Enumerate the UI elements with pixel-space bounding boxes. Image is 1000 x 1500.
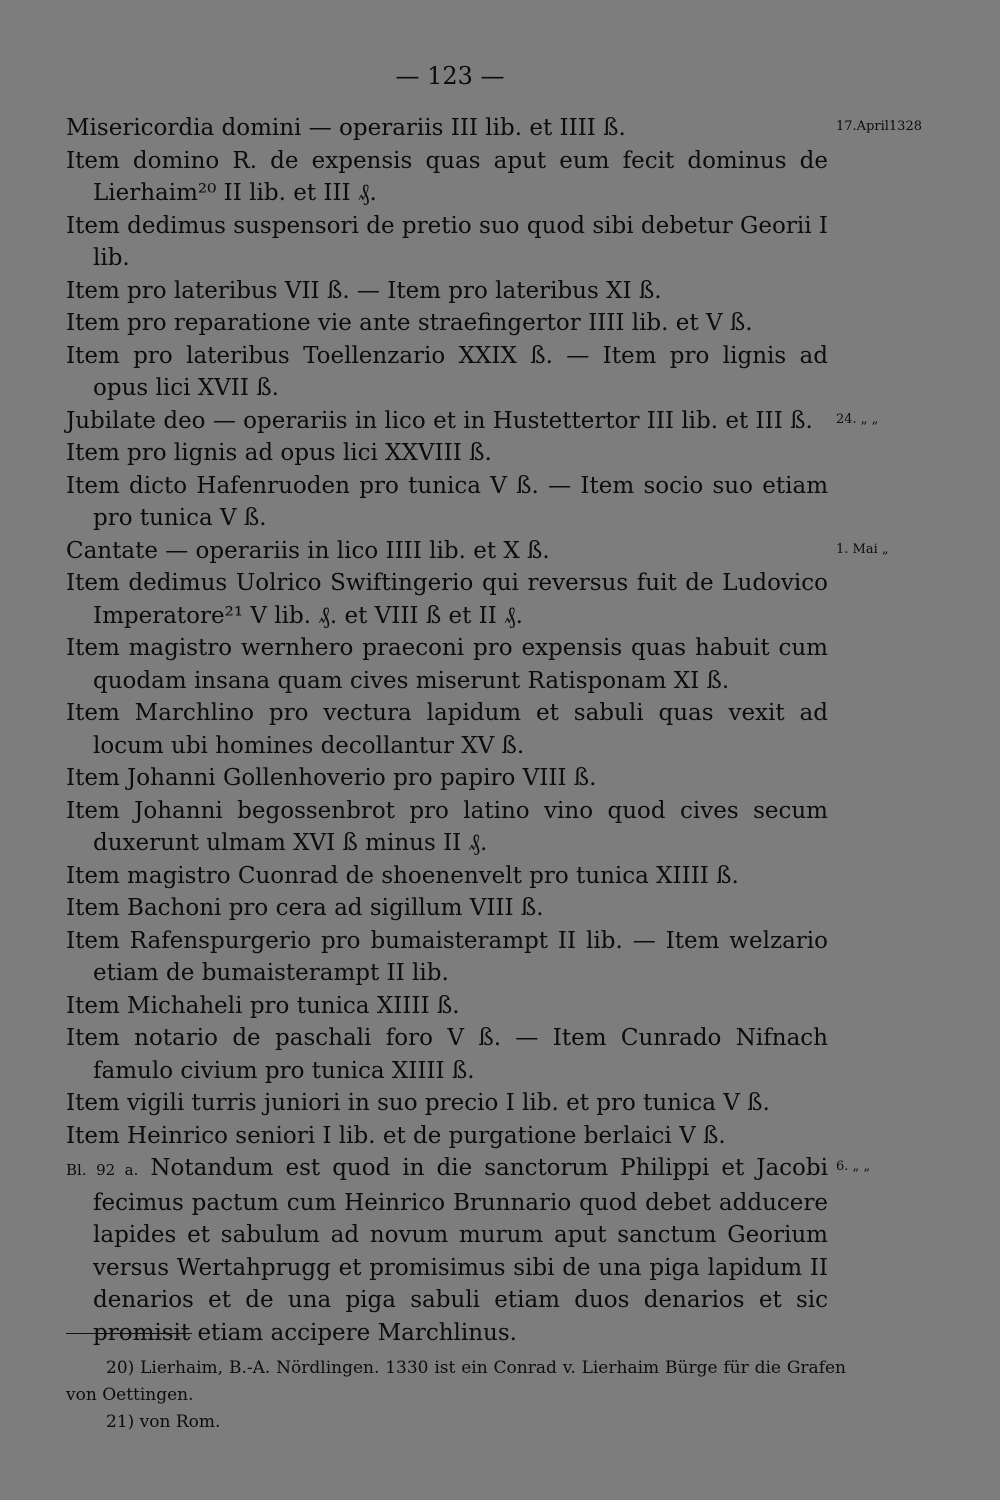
entry-text: Item magistro wernhero praeconi pro expensis quas habuit cum quodam insana quam cives miserunt Ratisponam XI ß.	[66, 635, 828, 694]
page-number: — 123 —	[395, 62, 505, 90]
ledger-entry	[66, 567, 828, 632]
ledger-entry	[66, 275, 828, 308]
ledger-entry	[66, 925, 828, 990]
ledger-entry	[66, 437, 828, 470]
entry-text: Item domino R. de expensis quas aput eum fecit dominus de Lierhaim²⁰ II lib. et III ₰.	[66, 147, 828, 206]
entry-text: Notandum est quod in die sanctorum Philippi et Jacobi fecimus pactum cum Heinrico Brunnario quod debet adducere lapides et sabulum ad novum murum aput sanctum Georium versus Wertahprugg et promisimus sibi de una piga lapidum II denarios et de una piga sabuli etiam duos denarios et sic promisit etiam accipere Marchlinus.	[93, 1155, 828, 1346]
footnote: 20) Lierhaim, B.-A. Nördlingen. 1330 ist ein Conrad v. Lierhaim Bürge für die Grafen von Oettingen.	[66, 1358, 846, 1405]
ledger-entry	[66, 990, 828, 1023]
ledger-entry	[66, 145, 828, 210]
entry-text: Misericordia domini — operariis III lib. et IIII ß.	[66, 115, 626, 141]
entry-text: Item Bachoni pro cera ad sigillum VIII ß.	[66, 895, 544, 921]
ledger-entry	[66, 892, 828, 925]
folio-reference: Bl. 92 a.	[66, 1161, 139, 1179]
entry-text: Cantate — operariis in lico IIII lib. et X ß.	[66, 537, 550, 564]
ledger-entry	[66, 1120, 828, 1153]
entry-text: Item Michaheli pro tunica XIIII ß.	[66, 992, 460, 1019]
entry-text: Item dedimus suspensori de pretio suo quod sibi debetur Georii I lib.	[66, 212, 828, 271]
ledger-entry	[66, 405, 879, 438]
footnote-divider	[66, 1333, 192, 1334]
ledger-entry	[66, 632, 828, 697]
ledger-entry	[66, 1087, 828, 1120]
entry-text: Item magistro Cuonrad de shoenenvelt pro tunica XIIII ß.	[66, 862, 739, 889]
entry-text: Jubilate deo — operariis in lico et in Hustettertor III lib. et III ß.	[66, 407, 813, 434]
ledger-entry	[66, 112, 922, 145]
ledger-entry	[66, 762, 828, 795]
entry-text: Item pro lateribus Toellenzario XXIX ß. — Item pro lignis ad opus lici XVII ß.	[66, 342, 828, 401]
entry-text: Item Marchlino pro vectura lapidum et sabuli quas vexit ad locum ubi homines decollantur XV ß.	[66, 700, 828, 759]
ledger-entry	[66, 795, 828, 860]
ledger-entry	[66, 340, 828, 405]
ledger-entry	[66, 1022, 828, 1087]
ledger-entry	[66, 1152, 871, 1349]
entry-text: Item Heinrico seniori I lib. et de purgatione berlaici V ß.	[66, 1122, 726, 1149]
entry-text: Item Johanni begossenbrot pro latino vino quod cives secum duxerunt ulmam XVI ß minus II ₰.	[66, 797, 828, 856]
footnote: 21) von Rom.	[106, 1412, 221, 1432]
entry-text: Item pro lateribus VII ß. — Item pro lateribus XI ß.	[66, 277, 662, 304]
entry-text: Item vigili turris juniori in suo precio I lib. et pro tunica V ß.	[66, 1090, 770, 1116]
entry-text: Item Johanni Gollenhoverio pro papiro VIII ß.	[66, 765, 597, 791]
margin-date: 24. „ „	[836, 411, 879, 427]
entry-text: Item pro reparatione vie ante straefingertor IIII lib. et V ß.	[66, 310, 753, 336]
ledger-entry	[66, 210, 828, 275]
entry-text: Item dicto Hafenruoden pro tunica V ß. — Item socio suo etiam pro tunica V ß.	[66, 472, 828, 531]
ledger-entry	[66, 535, 889, 568]
margin-date: 17.April1328	[836, 119, 922, 134]
entry-text: Item Rafenspurgerio pro bumaisterampt II lib. — Item welzario etiam de bumaisterampt II lib.	[66, 927, 828, 986]
margin-date: 1. Mai „	[836, 541, 889, 557]
entry-text: Item notario de paschali foro V ß. — Item Cunrado Nifnach famulo civium pro tunica XIIII ß.	[66, 1025, 828, 1084]
entry-text: Item dedimus Uolrico Swiftingerio qui reversus fuit de Ludovico Imperatore²¹ V lib. ₰. et VIII ß et II ₰.	[66, 570, 828, 629]
entry-text: Item pro lignis ad opus lici XXVIII ß.	[66, 440, 492, 466]
footnotes	[66, 1355, 846, 1436]
ledger-entries	[66, 112, 922, 1349]
margin-date: 6. „ „	[836, 1159, 871, 1174]
ledger-entry	[66, 860, 828, 893]
ledger-entry	[66, 470, 828, 535]
ledger-entry	[66, 697, 828, 762]
ledger-entry	[66, 307, 828, 340]
